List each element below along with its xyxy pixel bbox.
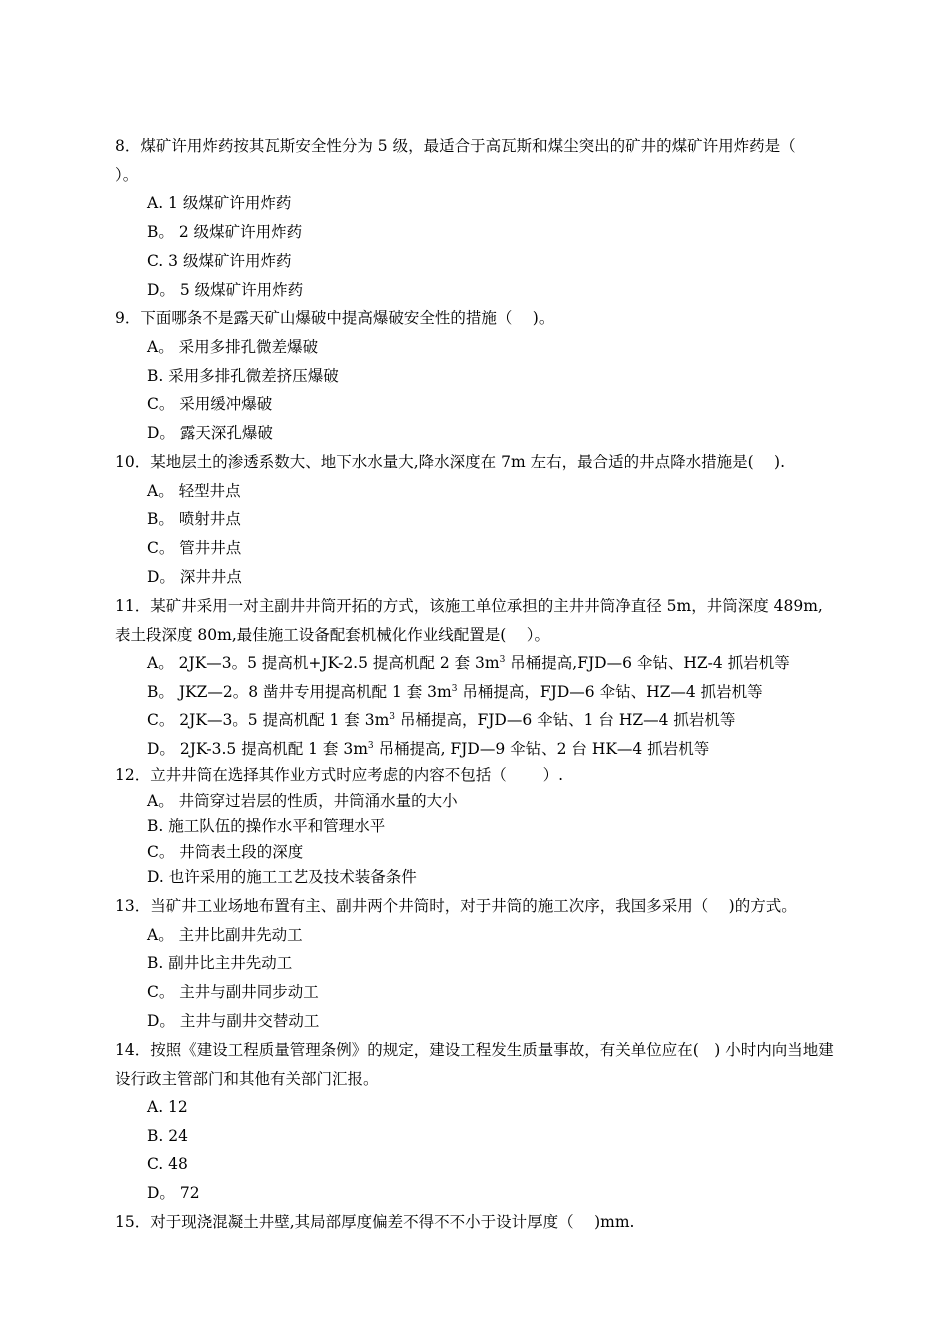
question-9-stem: 9．下面哪条不是露天矿山爆破中提高爆破安全性的措施（ )。 [115, 309, 555, 327]
question-13-stem: 13．当矿井工业场地布置有主、副井两个井筒时，对于井筒的施工次序，我国多采用（ )的方式。 [115, 897, 797, 915]
question-9-option-c: C。 采用缓冲爆破 [147, 395, 273, 413]
question-8-option-d: D。 5 级煤矿许用炸药 [147, 281, 304, 299]
superscript: 3 [389, 712, 396, 722]
question-12-option-c: C。 井筒表土段的深度 [147, 843, 304, 861]
option-text: 吊桶提高, FJD—9 伞钻、2 台 HK—4 抓岩机等 [373, 740, 710, 758]
question-14-option-b: B. 24 [147, 1127, 188, 1145]
option-text: 吊桶提高,FJD—6 伞钻、HZ-4 抓岩机等 [505, 654, 790, 672]
question-14-option-c: C. 48 [147, 1155, 188, 1173]
question-12-option-d: D. 也许采用的施工工艺及技术装备条件 [147, 868, 417, 886]
question-8-option-c: C. 3 级煤矿许用炸药 [147, 252, 292, 270]
question-12-option-b: B. 施工队伍的操作水平和管理水平 [147, 817, 386, 835]
question-9-option-a: A。 采用多排孔微差爆破 [147, 338, 319, 356]
question-11-option-b [147, 678, 763, 707]
question-9-option-d: D。 露天深孔爆破 [147, 424, 273, 442]
option-text: A。 2JK—3。5 提高机+JK-2.5 提高机配 2 套 3m [147, 654, 500, 672]
question-13-option-a: A。 主井比副井先动工 [147, 926, 303, 944]
question-14-option-d: D。 72 [147, 1184, 200, 1202]
superscript: 3 [451, 684, 458, 694]
question-13-option-d: D。 主井与副井交替动工 [147, 1012, 320, 1030]
question-13-option-b: B. 副井比主井先动工 [147, 954, 293, 972]
superscript: 3 [499, 655, 506, 665]
question-8-option-a: A. 1 级煤矿许用炸药 [147, 194, 292, 212]
question-11-option-a [147, 649, 790, 678]
question-10-option-a: A。 轻型井点 [147, 482, 241, 500]
option-text: B。 JKZ—2。8 凿井专用提高机配 1 套 3m [147, 683, 452, 701]
question-12-option-a: A。 井筒穿过岩层的性质，井筒涌水量的大小 [147, 792, 458, 810]
question-13-option-c: C。 主井与副井同步动工 [147, 983, 319, 1001]
option-text: 吊桶提高，FJD—6 伞钻、HZ—4 抓岩机等 [457, 683, 763, 701]
question-14-stem: 14．按照《建设工程质量管理条例》的规定，建设工程发生质量事故，有关单位应在( ) 小时内向当地建设行政主管部门和其他有关部门汇报。 [115, 1041, 834, 1088]
question-8-option-b: B。 2 级煤矿许用炸药 [147, 223, 303, 241]
question-11-stem: 11．某矿井采用一对主副井井筒开拓的方式，该施工单位承担的主井井筒净直径 5m，井筒深度 489m,表土段深度 80m,最佳施工设备配套机械化作业线配置是( ）。 [115, 597, 823, 644]
superscript: 3 [367, 741, 374, 751]
option-text: D。 2JK-3.5 提高机配 1 套 3m [147, 740, 368, 758]
question-14-option-a: A. 12 [147, 1098, 188, 1116]
question-10-option-b: B。 喷射井点 [147, 510, 241, 528]
question-15-stem: 15．对于现浇混凝土井壁,其局部厚度偏差不得不不小于设计厚度（ )mm. [115, 1213, 635, 1231]
question-9-option-b: B. 采用多排孔微差挤压爆破 [147, 367, 339, 385]
question-11-option-c [147, 706, 735, 735]
option-text: C。 2JK—3。5 提高机配 1 套 3m [147, 711, 390, 729]
question-10-option-d: D。 深井井点 [147, 568, 242, 586]
question-8-stem: 8．煤矿许用炸药按其瓦斯安全性分为 5 级，最适合于高瓦斯和煤尘突出的矿井的煤矿许用炸药是（ ）。 [115, 137, 817, 184]
question-10-stem: 10．某地层土的渗透系数大、地下水水量大,降水深度在 7m 左右，最合适的井点降水措施是( ). [115, 453, 786, 471]
question-11-option-d [147, 735, 709, 764]
question-10-option-c: C。 管井井点 [147, 539, 242, 557]
question-12-stem: 12．立井井筒在选择其作业方式时应考虑的内容不包括（ ）. [115, 766, 564, 784]
option-text: 吊桶提高，FJD—6 伞钻、1 台 HZ—4 抓岩机等 [395, 711, 736, 729]
